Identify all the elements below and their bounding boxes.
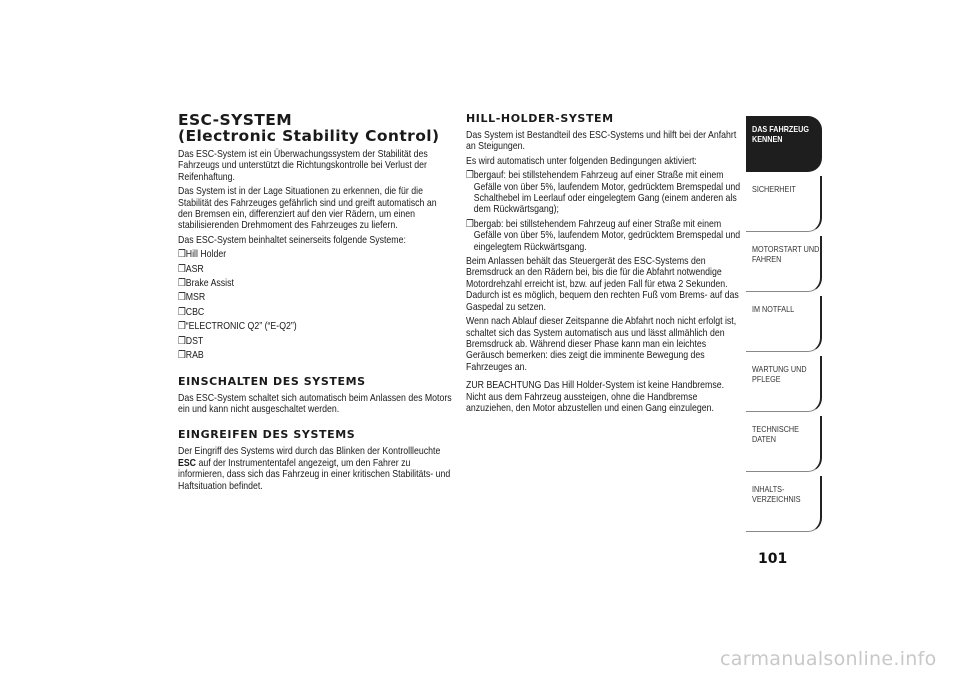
list-item: ❒ ASR	[178, 263, 204, 275]
bullet-box-icon: ❒	[178, 292, 186, 304]
tab-sicherheit[interactable]: SICHERHEIT	[746, 176, 822, 232]
list-item: ❒ Brake Assist	[178, 278, 234, 290]
page-number: 101	[758, 551, 788, 567]
esc-title	[178, 112, 454, 144]
list-item: ❒ RAB	[178, 350, 204, 362]
hill-warning: ZUR BEACHTUNG Das Hill Holder-System ist keine Handbremse. Nicht aus dem Fahrzeug aussteigen, ohne die Handbremse anzuziehen, den Motor abzustellen und einen Gang einzulegen.	[466, 380, 725, 414]
tab-inhaltsverzeichnis[interactable]: INHALTS- VERZEICHNIS	[746, 476, 822, 532]
esc-label: ESC	[178, 457, 197, 469]
list-item: ❒ bergauf: bei stillstehendem Fahrzeug auf einer Straße mit einem Gefälle von über 5%, laufendem Motor, gedrücktem Bremspedal und Schalthebel im Leerlauf oder eingelegtem Gang (einem anderen als dem Rückwärtsgang);	[466, 170, 741, 216]
bullet-box-icon: ❒	[466, 218, 474, 230]
bullet-box-icon: ❒	[178, 335, 186, 347]
tab-im-notfall[interactable]: IM NOTFALL	[746, 296, 822, 352]
bullet-box-icon: ❒	[178, 249, 186, 261]
bullet-box-icon: ❒	[178, 321, 186, 333]
tab-motorstart-und-fahren[interactable]: MOTORSTART UND FAHREN	[746, 236, 822, 292]
hill-paragraph-4: Wenn nach Ablauf dieser Zeitspanne die Abfahrt noch nicht erfolgt ist, schaltet sich das System automatisch aus und lässt allmählich den Bremsdruck ab. Während dieser Phase kann man ein leichtes Geräusch bemerken: dies zeigt die imminente Bewegung des Fahrzeuges an.	[466, 316, 737, 373]
list-item: ❒ DST	[178, 335, 204, 347]
list-item: ❒ Hill Holder	[178, 249, 227, 261]
bullet-box-icon: ❒	[466, 170, 474, 182]
esc-title-line-1: ESC-SYSTEM	[178, 111, 293, 129]
chapter-tabs	[746, 116, 822, 536]
bullet-box-icon: ❒	[178, 278, 186, 290]
hill-paragraph-3: Beim Anlassen behält das Steuergerät des ESC-Systems den Bremsdruck an den Rädern bei, bis die für die Abfahrt notwendige Motordrehzahl erreicht ist, bzw. auf jeden Fall für etwa 2 Sekunden. Dadurch ist es möglich, bequem den rechten Fuß vom Brems- auf das Gaspedal zu setzen.	[466, 256, 739, 313]
esc-paragraph-2: Das System ist in der Lage Situationen zu erkennen, die für die Stabilität des Fahrzeuges gefährlich sind und greift automatisch an den Bremsen ein, differenziert auf den vier Rädern, um einen stabilisierenden Drehmoment des Fahrzeuges zu liefern.	[178, 186, 437, 232]
einschalten-heading: EINSCHALTEN DES SYSTEMS	[178, 374, 366, 388]
esc-paragraph-1: Das ESC-System ist ein Überwachungssystem der Stabilität des Fahrzeugs und unterstützt die Richtungskontrolle bei Verlust der Reifenhaftung.	[178, 149, 428, 183]
left-column	[178, 112, 454, 495]
eingreifen-heading: EINGREIFEN DES SYSTEMS	[178, 428, 356, 442]
hill-paragraph-2: Es wird automatisch unter folgenden Bedingungen aktiviert:	[466, 155, 697, 167]
tab-wartung-und-pflege[interactable]: WARTUNG UND PFLEGE	[746, 356, 822, 412]
list-item: ❒ “ELECTRONIC Q2” (“E-Q2”)	[178, 321, 297, 333]
esc-title-line-2: (Electronic Stability Control)	[178, 127, 440, 145]
list-item: ❒ CBC	[178, 306, 205, 318]
bullet-box-icon: ❒	[178, 350, 186, 362]
tab-das-fahrzeug-kennen[interactable]: DAS FAHRZEUG KENNEN	[746, 116, 822, 172]
list-item: ❒ bergab: bei stillstehendem Fahrzeug auf einer Straße mit einem Gefälle von über 5%, laufendem Motor, gedrücktem Bremspedal und eingelegtem Rückwärtsgang.	[466, 218, 741, 253]
hill-holder-heading: HILL-HOLDER-SYSTEM	[466, 112, 614, 125]
eingreifen-paragraph: Der Eingriff des Systems wird durch das Blinken der Kontrollleuchte ESC auf der Instrumententafel angezeigt, um den Fahrer zu informieren, dass sich das Fahrzeug in einer kritischen Stabilitäts- und Haftsituation befindet.	[178, 446, 451, 492]
tab-technische-daten[interactable]: TECHNISCHE DATEN	[746, 416, 822, 472]
hill-paragraph-1: Das System ist Bestandteil des ESC-Systems und hilft bei der Anfahrt an Steigungen.	[466, 130, 737, 153]
list-item: ❒ MSR	[178, 292, 206, 304]
watermark: carmanualsonline.info	[720, 648, 937, 670]
einschalten-paragraph: Das ESC-System schaltet sich automatisch beim Anlassen des Motors ein und kann nicht ausgeschaltet werden.	[178, 392, 452, 415]
esc-paragraph-3: Das ESC-System beinhaltet seinerseits folgende Systeme:	[178, 234, 406, 246]
right-column	[466, 112, 742, 417]
bullet-box-icon: ❒	[178, 306, 186, 318]
bullet-box-icon: ❒	[178, 263, 186, 275]
